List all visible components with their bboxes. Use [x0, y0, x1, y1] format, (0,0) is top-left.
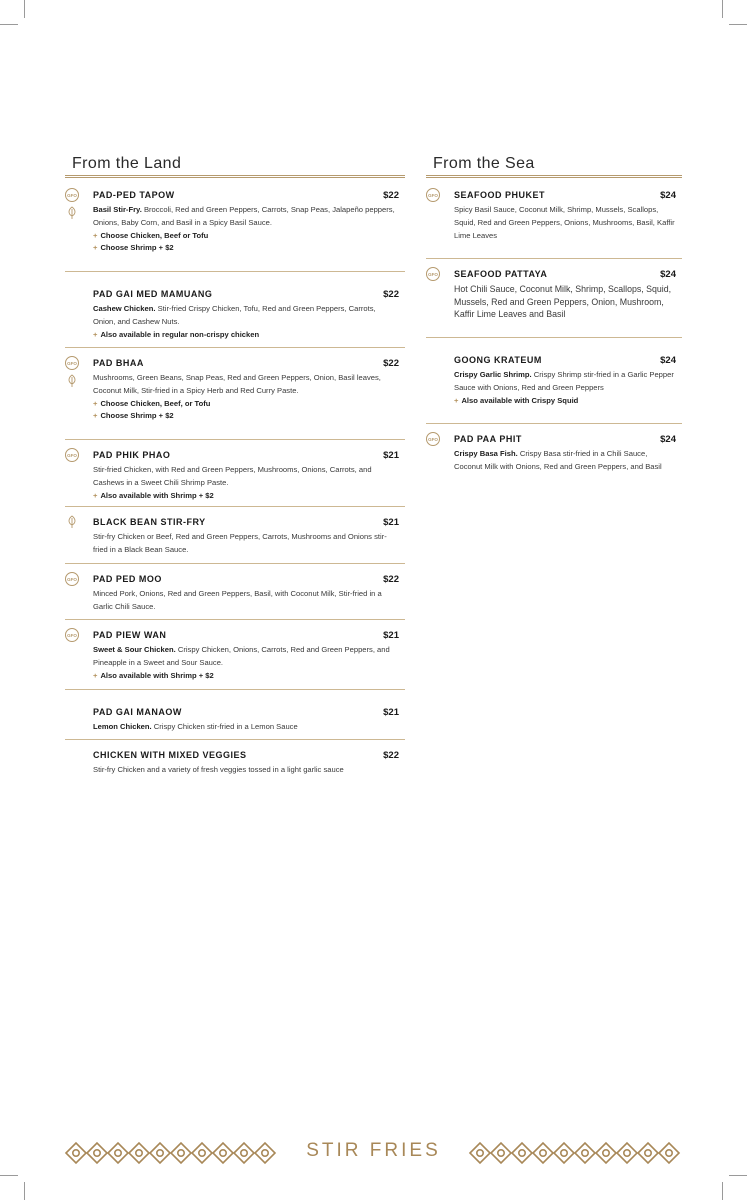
menu-item	[65, 572, 405, 620]
item-option: + Also available with Shrimp + $2	[93, 670, 214, 680]
item-description: Stir-fried Chicken, with Red and Green Peppers, Mushrooms, Onions, Carrots, and Cashews in a Sweet Chili Shrimp Paste.	[93, 465, 372, 487]
item-name: SEAFOOD PHUKET	[454, 190, 546, 200]
item-name: PAD-PED TAPOW	[93, 190, 175, 200]
item-option: + Also available in regular non-crispy chicken	[93, 329, 260, 339]
item-price: $21	[383, 450, 399, 461]
item-option: + Also available with Crispy Squid	[454, 395, 579, 405]
item-description: Crispy Basa Fish. Crispy Basa stir-fried in a Chili Sauce, Coconut Milk with Onions, Red and Green Peppers, and Basil	[454, 449, 662, 471]
gfo-icon: GFO	[426, 432, 440, 446]
item-option: + Choose Chicken, Beef or Tofu	[93, 230, 209, 240]
item-description: Basil Stir-Fry. Broccoli, Red and Green Peppers, Carrots, Snap Peas, Jalapeño peppers, Onions, Baby Corn, and Basil in a Spicy Basil Sauce.	[93, 205, 395, 227]
item-description: Cashew Chicken. Stir-fried Crispy Chicken, Tofu, Red and Green Peppers, Carrots, Onion, and Cashew Nuts.	[93, 304, 376, 326]
item-price: $24	[660, 269, 676, 280]
menu-item	[65, 515, 405, 564]
leaf-icon	[67, 374, 77, 388]
menu-item	[65, 628, 405, 690]
item-name: PAD PHIK PHAO	[93, 450, 171, 460]
item-price: $22	[383, 574, 399, 585]
land-column	[65, 153, 405, 797]
menu-item	[65, 448, 405, 507]
item-price: $24	[660, 434, 676, 445]
item-price: $22	[383, 750, 399, 761]
item-description: Sweet & Sour Chicken. Crispy Chicken, Onions, Carrots, Red and Green Peppers, and Pineapple in a Sweet and Sour Sauce.	[93, 645, 390, 667]
section-divider	[65, 175, 405, 178]
item-price: $21	[383, 630, 399, 641]
item-option: + Choose Shrimp + $2	[93, 411, 174, 421]
sea-column	[426, 153, 682, 494]
item-name: SEAFOOD PATTAYA	[454, 269, 548, 279]
item-price: $22	[383, 289, 399, 300]
item-name: CHICKEN WITH MIXED VEGGIES	[93, 750, 247, 760]
section-title-sea: From the Sea	[433, 155, 535, 172]
item-name: GOONG KRATEUM	[454, 355, 542, 365]
gfo-icon: GFO	[65, 356, 79, 370]
item-name: BLACK BEAN STIR-FRY	[93, 517, 206, 527]
menu-item	[65, 280, 405, 348]
item-description: Lemon Chicken. Crispy Chicken stir-fried in a Lemon Sauce	[93, 722, 298, 731]
menu-item	[65, 188, 405, 272]
leaf-icon	[67, 206, 77, 220]
ornament-band-right	[468, 1141, 682, 1165]
gfo-icon: GFO	[426, 267, 440, 281]
section-title-land: From the Land	[72, 155, 182, 172]
item-description: Crispy Garlic Shrimp. Crispy Shrimp stir-fried in a Garlic Pepper Sauce with Onions, Red and Green Peppers	[454, 370, 674, 392]
item-description: Mushrooms, Green Beans, Snap Peas, Red and Green Peppers, Onion, Basil leaves, Coconut Milk, Stir-fried in a Spicy Herb and Red Curry Paste.	[93, 373, 381, 395]
gfo-icon: GFO	[65, 628, 79, 642]
item-price: $24	[660, 190, 676, 201]
page-title: STIR FRIES	[306, 1140, 441, 1161]
gfo-icon: GFO	[65, 188, 79, 202]
menu-item	[65, 698, 405, 740]
item-name: PAD BHAA	[93, 358, 144, 368]
footer-banner	[0, 1138, 747, 1168]
item-description: Hot Chili Sauce, Coconut Milk, Shrimp, Scallops, Squid, Mussels, Red and Green Peppers, Onion, Mushroom, Kaffir Lime Leaves and Basil	[454, 284, 672, 320]
menu-item	[426, 188, 682, 259]
item-name: PAD GAI MANAOW	[93, 707, 182, 717]
item-name: PAD PAA PHIT	[454, 434, 522, 444]
gfo-icon: GFO	[65, 448, 79, 462]
menu-item	[426, 346, 682, 424]
item-description: Spicy Basil Sauce, Coconut Milk, Shrimp, Mussels, Scallops, Squid, Red and Green Peppers, Onions, Mushrooms, Basil, Kaffir Lime Leaves	[454, 205, 675, 240]
menu-item	[426, 432, 682, 486]
item-price: $22	[383, 190, 399, 201]
item-option: + Choose Shrimp + $2	[93, 243, 174, 253]
item-description: Minced Pork, Onions, Red and Green Peppers, Basil, with Coconut Milk, Stir-fried in a Garlic Chili Sauce.	[93, 589, 382, 611]
leaf-icon	[67, 515, 77, 529]
item-description: Stir-fry Chicken and a variety of fresh veggies tossed in a light garlic sauce	[93, 765, 344, 774]
gfo-icon: GFO	[426, 188, 440, 202]
menu-item	[65, 356, 405, 440]
item-description: Stir-fry Chicken or Beef, Red and Green Peppers, Carrots, Mushrooms and Onions stir-fried in a Black Bean Sauce.	[93, 532, 387, 554]
item-price: $21	[383, 707, 399, 718]
item-price: $21	[383, 517, 399, 528]
item-name: PAD PED MOO	[93, 574, 162, 584]
section-divider	[426, 175, 682, 178]
menu-item	[426, 267, 682, 338]
item-option: + Choose Chicken, Beef, or Tofu	[93, 398, 211, 408]
item-price: $24	[660, 355, 676, 366]
menu-item	[65, 748, 405, 789]
item-name: PAD GAI MED MAMUANG	[93, 289, 213, 299]
ornament-band-left	[64, 1141, 278, 1165]
item-name: PAD PIEW WAN	[93, 630, 167, 640]
item-option: + Also available with Shrimp + $2	[93, 490, 214, 500]
gfo-icon: GFO	[65, 572, 79, 586]
item-price: $22	[383, 358, 399, 369]
